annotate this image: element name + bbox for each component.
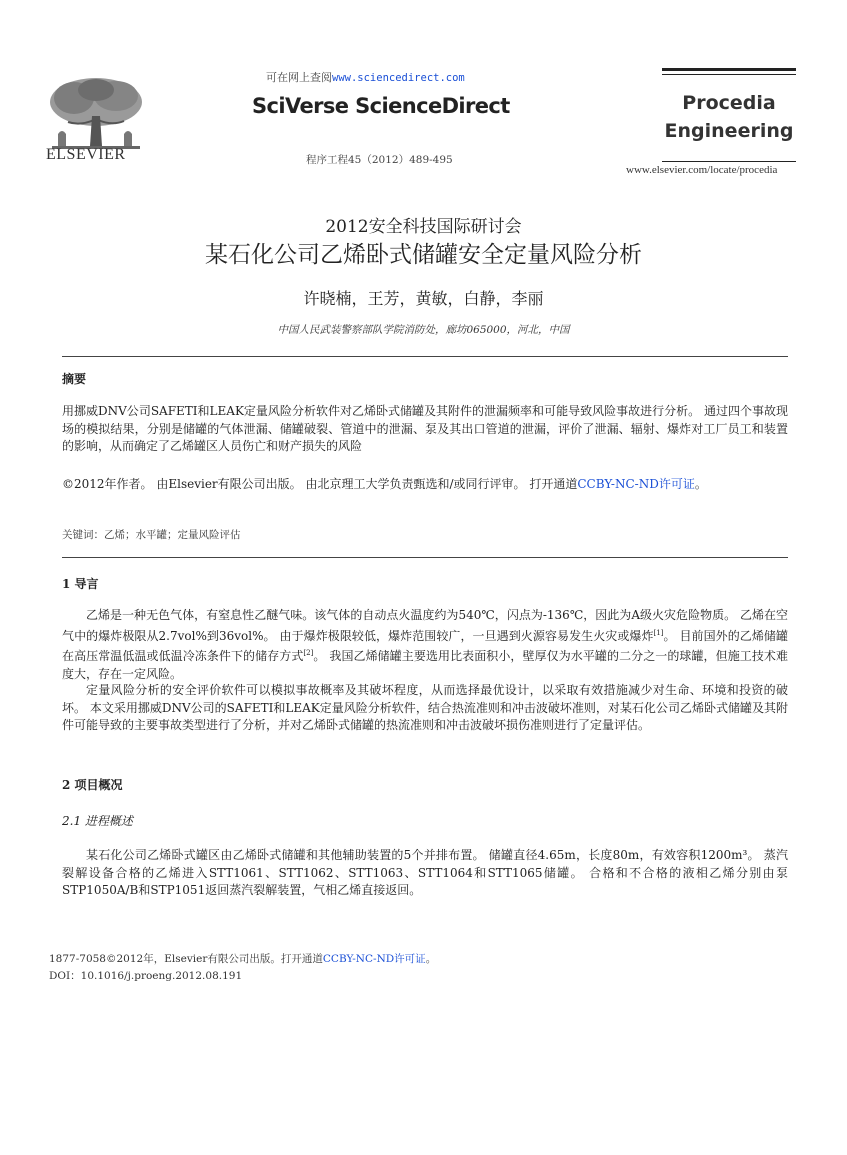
copyright-notice: [62, 476, 788, 494]
copyright-suffix: 。: [694, 477, 707, 491]
elsevier-wordmark: ELSEVIER: [46, 146, 126, 163]
divider-bottom: [62, 557, 788, 558]
authors: 许晓楠，王芳，黄敏，白静，李丽: [303, 289, 544, 308]
footer-license-prefix: 1877-7058©2012年，Elsevier有限公司出版。打开通道: [49, 953, 323, 965]
availability-prefix: 可在网上查阅: [266, 71, 332, 84]
journal-reference: 程序工程45（2012）489-495: [306, 154, 453, 166]
divider-top: [62, 356, 788, 357]
journal-name-line1: Procedia: [682, 92, 776, 114]
reference-2[interactable]: [2]: [303, 649, 314, 657]
journal-url-link[interactable]: www.elsevier.com/locate/procedia: [626, 164, 778, 176]
section-1-paragraph-2: 定量风险分析的安全评价软件可以模拟事故概率及其破坏程度，从而选择最优设计，以采取有效措施减少对生命、环境和投资的破坏。 本文采用挪威DNV公司的SAFETI和LEAK定量风险分析软件，结合热流准则和冲击波破坏准则，对某石化公司乙烯卧式储罐及其附件可能导致的主要事故类型进行了分析，并对乙烯卧式储罐的热流准则和冲击波破坏损伤准则进行了定量评估。: [62, 683, 788, 732]
abstract-text: 用挪威DNV公司SAFETI和LEAK定量风险分析软件对乙烯卧式储罐及其附件的泄漏频率和可能导致风险事故进行分析。 通过四个事故现场的模拟结果，分别是储罐的气体泄漏、储罐破裂、管道中的泄漏、泵及其出口管道的泄漏，评价了泄漏、辐射、爆炸对工厂员工和装置的影响，从而确定了乙烯罐区人员伤亡和财产损失的风险: [62, 404, 788, 453]
footer-doi: DOI：10.1016/j.proeng.2012.08.191: [49, 970, 243, 982]
conference-title: 2012安全科技国际研讨会: [325, 217, 522, 237]
copyright-text: ©2012年作者。 由Elsevier有限公司出版。 由北京理工大学负责甄选和/或同行评审。 打开通道: [62, 477, 578, 491]
affiliation: 中国人民武装警察部队学院消防处，廊坊065000，河北，中国: [277, 324, 570, 336]
availability-line: [266, 69, 465, 85]
footer-license-suffix: 。: [425, 953, 437, 965]
section-2-1-heading: 2.1 进程概述: [62, 814, 133, 828]
sciverse-brand: SciVerse ScienceDirect: [252, 94, 510, 118]
journal-logo-title: [662, 89, 796, 145]
sciencedirect-link[interactable]: www.sciencedirect.com: [332, 72, 465, 84]
license-link[interactable]: CCBY-NC-ND许可证: [577, 477, 695, 491]
keywords: 关键词：乙烯；水平罐；定量风险评估: [62, 529, 241, 541]
reference-1[interactable]: [1]: [653, 628, 664, 637]
section-2-heading: 2 项目概况: [62, 778, 123, 792]
section-1-p1-part-b: 。 目前国外的乙烯储罐在高压常温低温或低温冷冻条件下的储存方式: [62, 628, 788, 663]
journal-name-line2: Engineering: [664, 120, 794, 142]
paper-title: 某石化公司乙烯卧式储罐安全定量风险分析: [205, 242, 642, 268]
section-1-paragraph-1: [62, 607, 788, 683]
section-1-p1-part-c: 。 我国乙烯储罐主要选用比表面积小，壁厚仅为水平罐的二分之一的球罐，但施工技术难度大，存在一定风险。: [62, 649, 788, 681]
journal-logo-box: [662, 68, 796, 162]
section-1-p1-part-a: 乙烯是一种无色气体，有窒息性乙醚气味。该气体的自动点火温度约为540℃，闪点为-136℃，因此为A级火灾危险物质。 乙烯在空气中的爆炸极限从2.7vol%到36vol%。 由于爆炸极限较低，爆炸范围较广，一旦遇到火源容易发生火灾或爆炸: [62, 608, 788, 643]
abstract-heading: 摘要: [62, 372, 87, 386]
footer: [49, 951, 436, 985]
footer-license-line: [49, 951, 436, 968]
section-2-paragraph-1: 某石化公司乙烯卧式罐区由乙烯卧式储罐和其他辅助装置的5个并排布置。 储罐直径4.65m，长度80m，有效容积1200m³。 蒸汽裂解设备合格的乙烯进入STT1061、STT1062、STT1063、STT1064和STT1065储罐。 合格和不合格的液相乙烯分别由泵STP1050A/B和STP1051返回蒸汽裂解装置，气相乙烯直接返回。: [62, 848, 788, 897]
section-1-heading: 1 导言: [62, 577, 99, 591]
footer-license-link[interactable]: CCBY-NC-ND许可证: [322, 953, 426, 965]
